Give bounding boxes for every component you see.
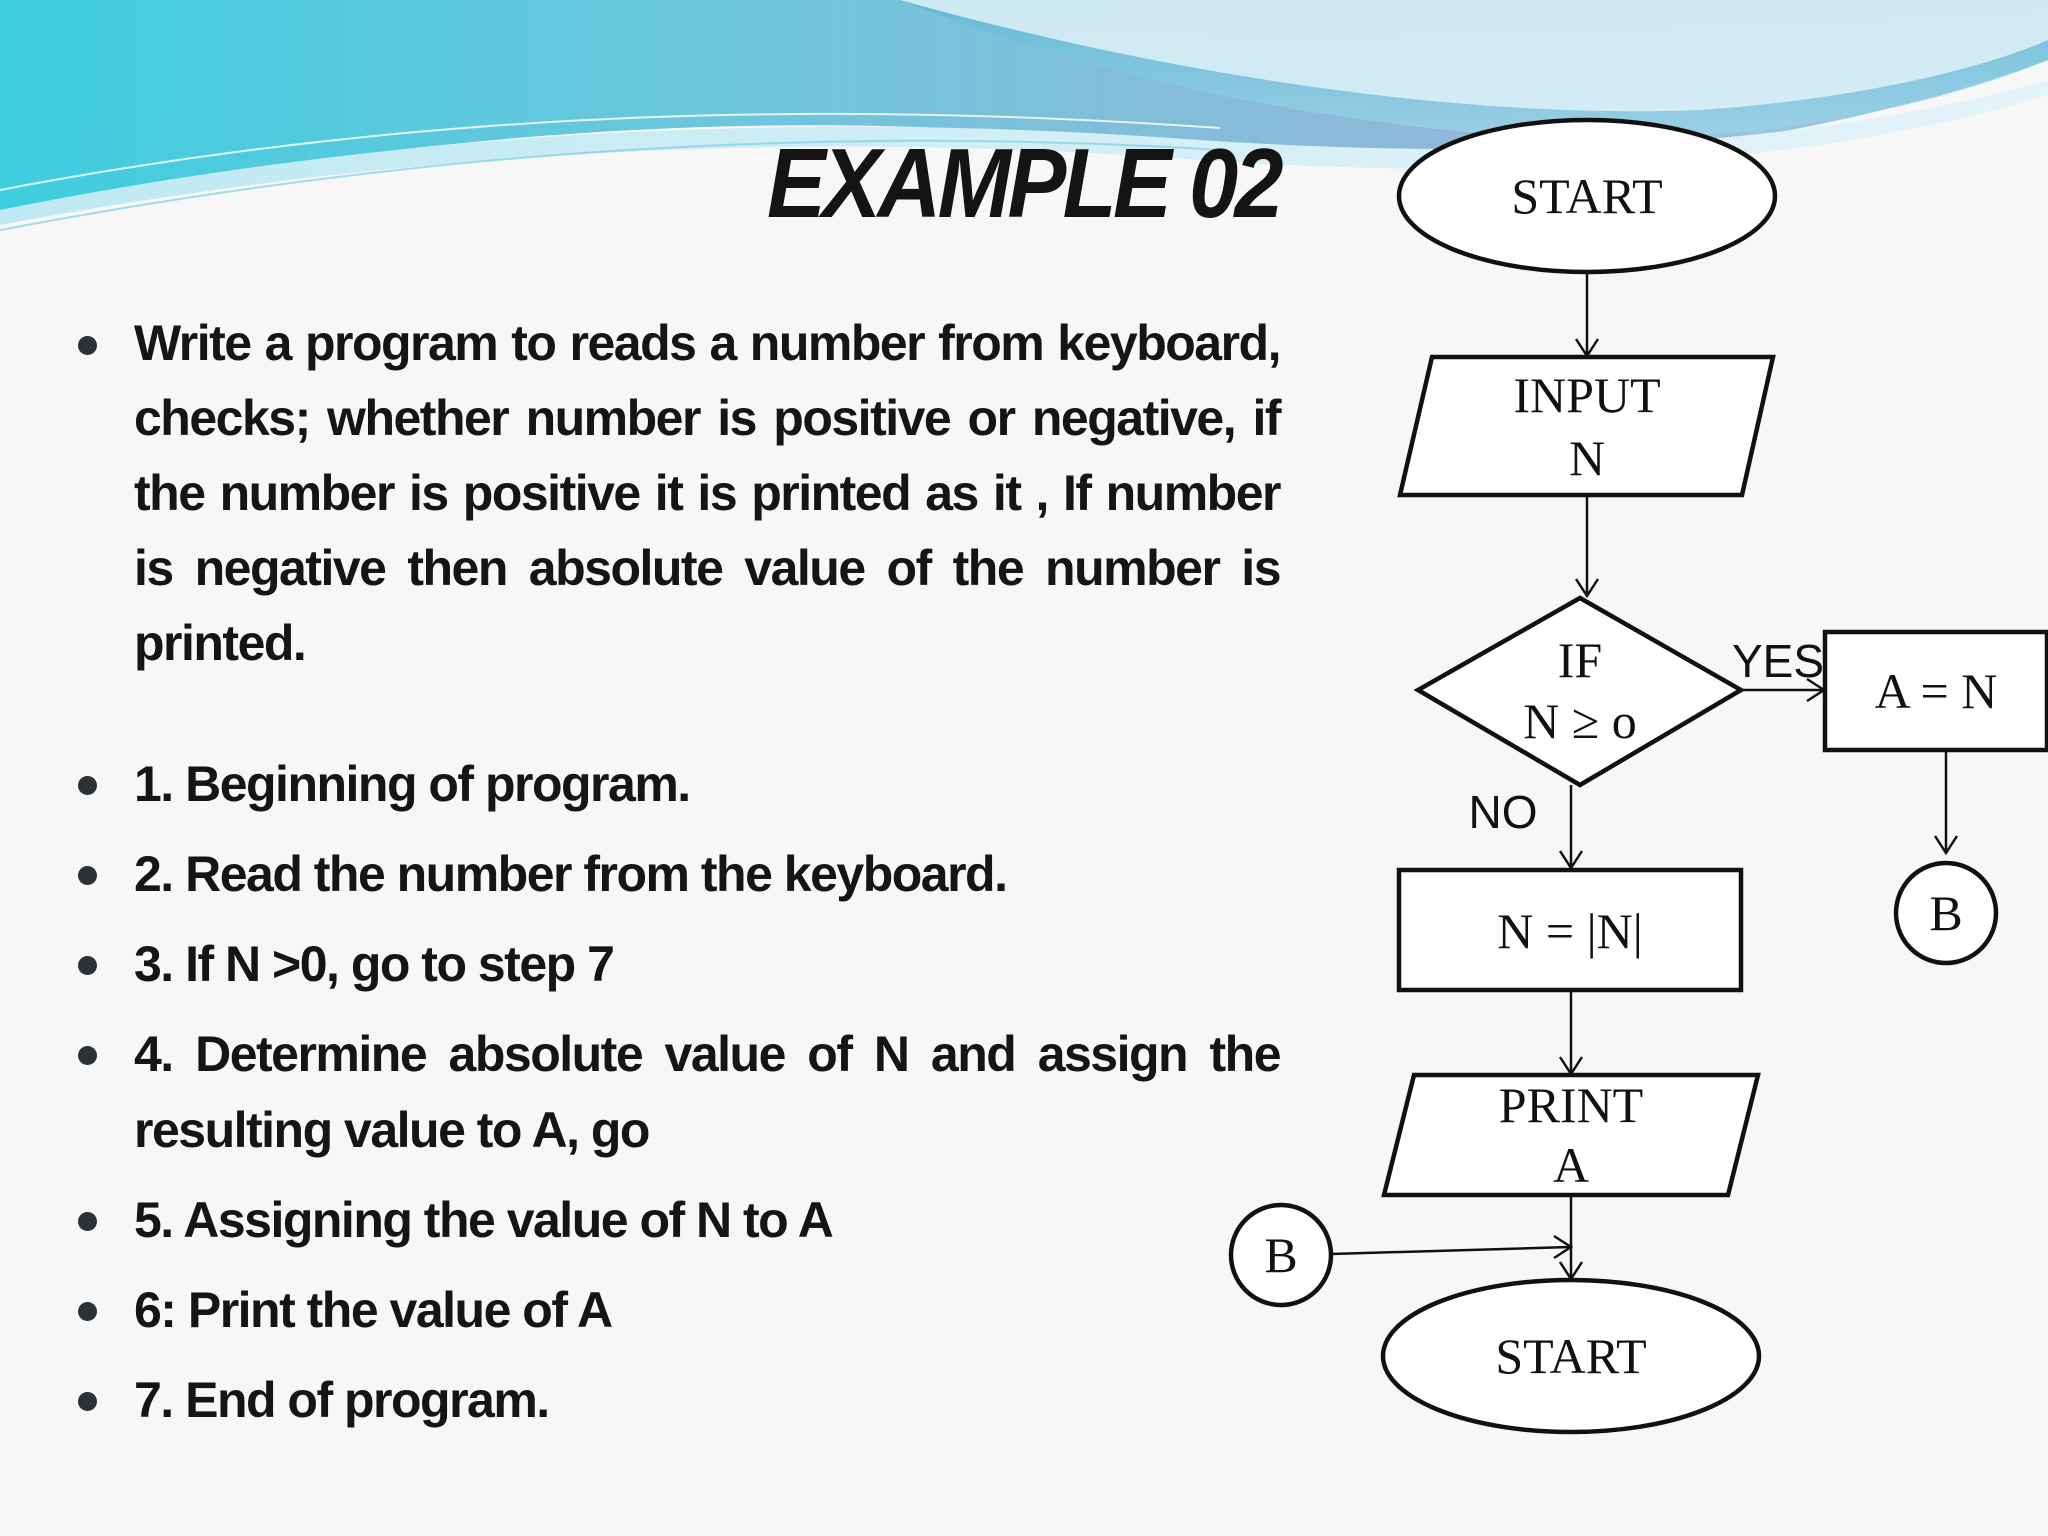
input-block-variable: N xyxy=(1568,430,1606,486)
problem-statement-text: Write a program to reads a number from keyboard, checks; whether number is positive or negative, if the number is positive it is printed as it , If number is negative then absolute value of the number is printed. xyxy=(134,315,1280,671)
start-terminal-label: START xyxy=(1511,168,1663,224)
no-branch-label: NO xyxy=(1468,786,1538,838)
algorithm-step-text: 1. Beginning of program. xyxy=(134,756,690,812)
end-terminal-label: START xyxy=(1495,1328,1647,1384)
yes-branch-label: YES xyxy=(1731,635,1825,687)
connector-b-left-label: B xyxy=(1264,1227,1298,1283)
print-block-variable: A xyxy=(1552,1137,1590,1193)
print-block-label: PRINT xyxy=(1498,1077,1644,1133)
absolute-value-label: N = |N| xyxy=(1497,903,1643,959)
input-block-label: INPUT xyxy=(1513,367,1661,423)
algorithm-step-text: 3. If N >0, go to step 7 xyxy=(134,936,614,992)
algorithm-step-text: 5. Assigning the value of N to A xyxy=(134,1192,833,1248)
algorithm-step-text: 4. Determine absolute value of N and assign the resulting value to A, go xyxy=(134,1026,1280,1158)
decision-diamond xyxy=(1418,598,1741,785)
connector-b-right-label: B xyxy=(1929,885,1963,941)
algorithm-step-text: 6: Print the value of A xyxy=(134,1282,612,1338)
decision-label: IF xyxy=(1557,632,1603,688)
algorithm-step-text: 2. Read the number from the keyboard. xyxy=(134,846,1007,902)
decision-condition: N ≥ o xyxy=(1523,693,1637,749)
algorithm-step-text: 7. End of program. xyxy=(134,1372,549,1428)
arrow-connector-to-end xyxy=(1331,1247,1570,1254)
assign-process-label: A = N xyxy=(1874,663,1998,719)
slide-title: EXAMPLE 02 xyxy=(767,128,1280,238)
